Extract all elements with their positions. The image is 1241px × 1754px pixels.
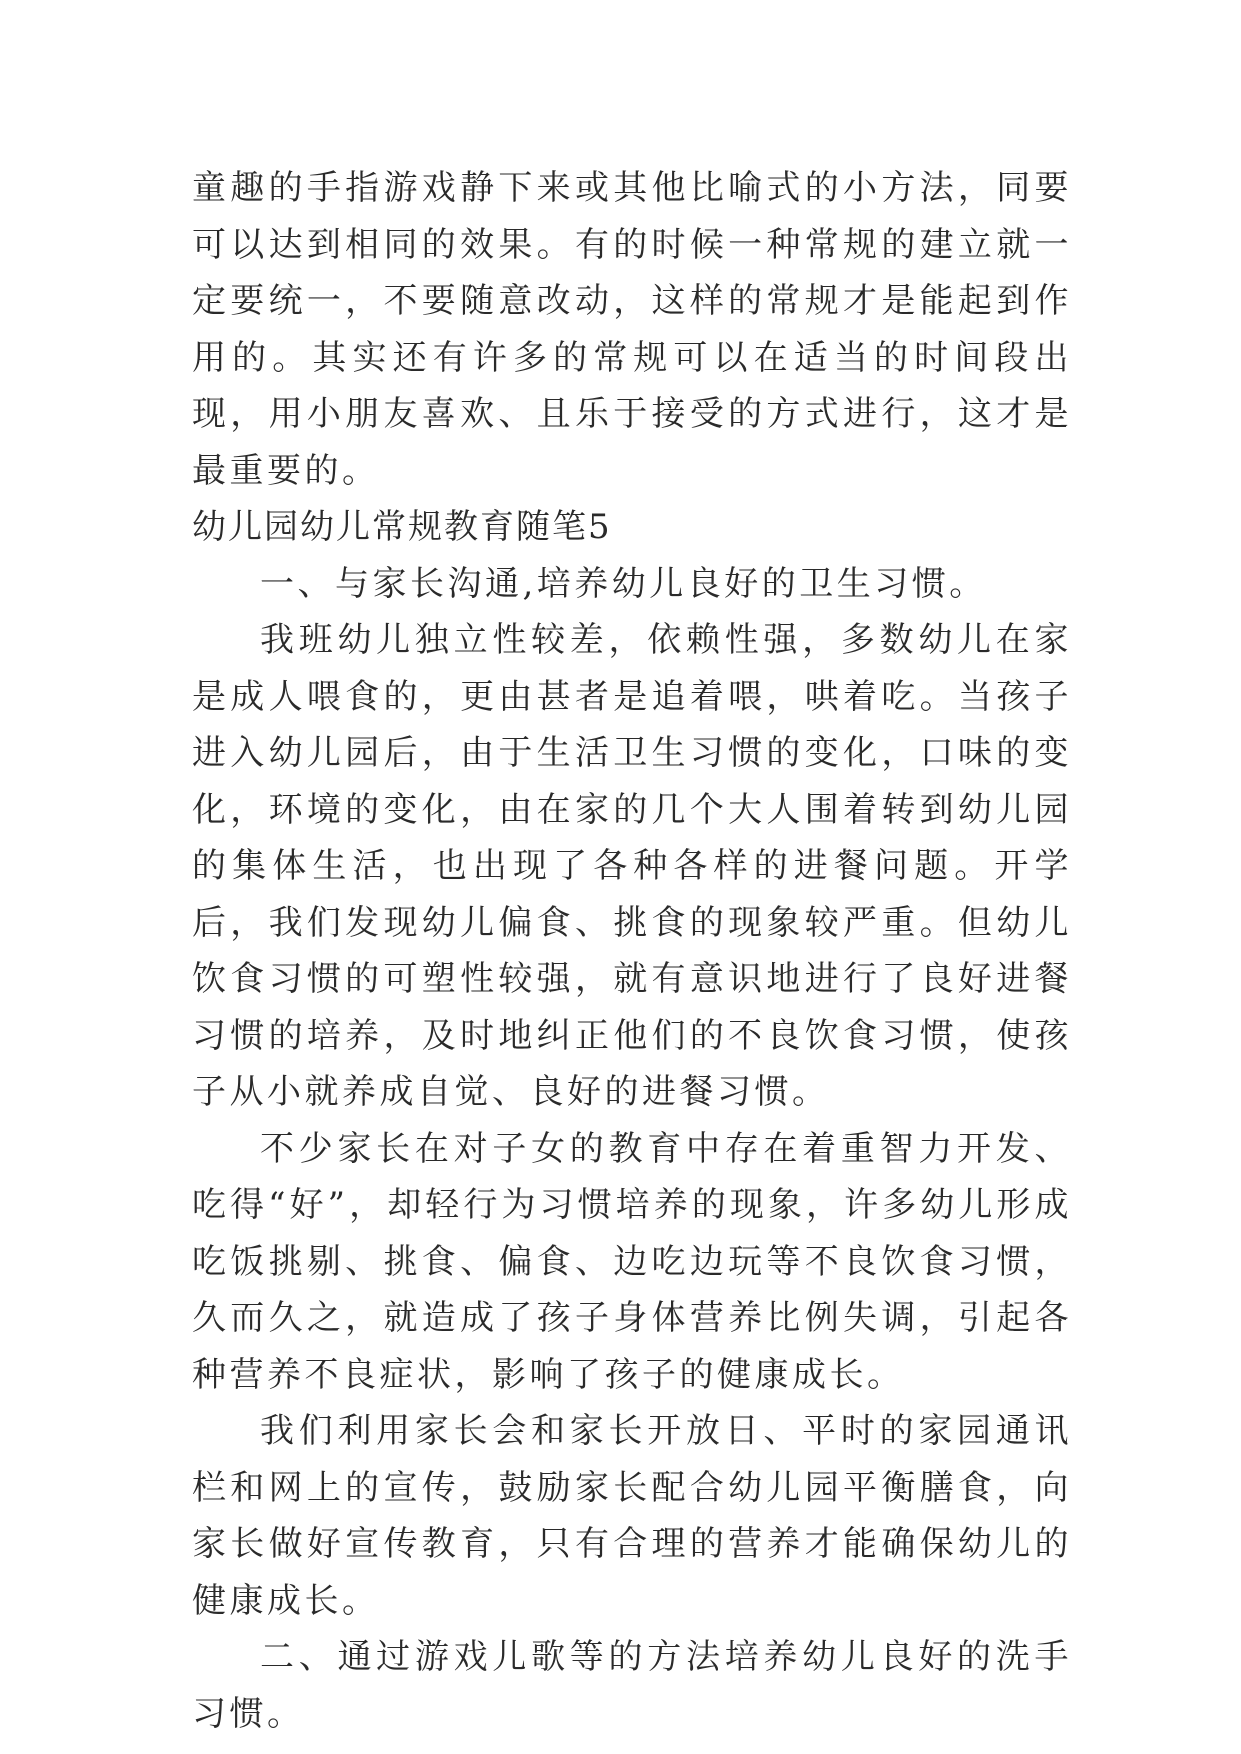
subheading-two: 二、通过游戏儿歌等的方法培养幼儿良好的洗手习惯。 xyxy=(192,1637,1072,1734)
subheading-one: 一、与家长沟通,培养幼儿良好的卫生习惯。 xyxy=(260,563,987,604)
paragraph-home-school: 我们利用家长会和家长开放日、平时的家园通讯栏和网上的宣传，鼓励家长配合幼儿园平衡膳食，向家长做好宣传教育，只有合理的营养才能确保幼儿的健康成长。 xyxy=(192,1411,1072,1621)
section-title: 幼儿园幼儿常规教育随笔5 xyxy=(192,507,612,547)
paragraph-parents-education: 不少家长在对子女的教育中存在着重智力开发、吃得“好”，却轻行为习惯培养的现象，许多幼儿形成吃饭挑剔、挑食、偏食、边吃边玩等不良饮食习惯，久而久之，就造成了孩子身体营养比例失调，引起各种营养不良症状，影响了孩子的健康成长。 xyxy=(192,1128,1072,1395)
document-body xyxy=(192,160,1072,1742)
paragraph-eating-habits: 我班幼儿独立性较差，依赖性强，多数幼儿在家是成人喂食的，更由甚者是追着喂，哄着吃。当孩子进入幼儿园后，由于生活卫生习惯的变化，口味的变化，环境的变化，由在家的几个大人围着转到幼儿园的集体生活，也出现了各种各样的进餐问题。开学后，我们发现幼儿偏食、挑食的现象较严重。但幼儿饮食习惯的可塑性较强，就有意识地进行了良好进餐习惯的培养，及时地纠正他们的不良饮食习惯，使孩子从小就养成自觉、良好的进餐习惯。 xyxy=(192,620,1072,1112)
paragraph-continuation: 童趣的手指游戏静下来或其他比喻式的小方法，同要可以达到相同的效果。有的时候一种常规的建立就一定要统一，不要随意改动，这样的常规才是能起到作用的。其实还有许多的常规可以在适当的时间段出现，用小朋友喜欢、且乐于接受的方式进行，这才是最重要的。 xyxy=(192,168,1072,491)
